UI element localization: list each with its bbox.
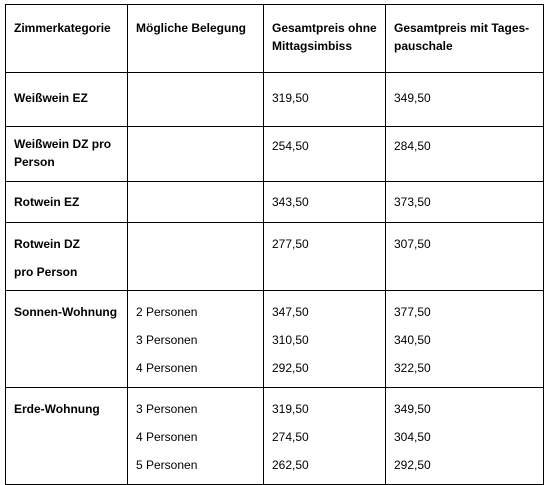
- price-without-cell: 319,50: [264, 73, 386, 127]
- price-value: 262,50: [272, 458, 309, 472]
- category-cell: Weißwein DZ pro Person: [6, 127, 128, 182]
- header-preis-mit: Gesamtpreis mit Tages-pauschale: [386, 5, 544, 73]
- header-row: [6, 5, 544, 73]
- table-row: [6, 223, 544, 291]
- price-value: 340,50: [394, 333, 431, 347]
- price-table: [5, 4, 544, 485]
- price-with-cell: 349,50: [386, 73, 544, 127]
- table-row: [6, 73, 544, 127]
- header-preis-ohne: Gesamtpreis ohne Mittagsimbiss: [264, 5, 386, 73]
- price-value: 310,50: [272, 333, 309, 347]
- category-cell: Rotwein EZ: [6, 182, 128, 223]
- occupancy-cell: [128, 127, 264, 182]
- price-without-cell: 343,50: [264, 182, 386, 223]
- occupancy-cell: [128, 291, 264, 388]
- price-without-cell: [264, 291, 386, 388]
- price-with-cell: 307,50: [386, 223, 544, 291]
- price-value: 377,50: [394, 305, 431, 319]
- price-value: 319,50: [272, 402, 309, 416]
- occupancy-cell: [128, 73, 264, 127]
- category-cell: Erde-Wohnung: [6, 388, 128, 485]
- header-belegung: Mögliche Belegung: [128, 5, 264, 73]
- table-row: [6, 182, 544, 223]
- price-with-cell: 373,50: [386, 182, 544, 223]
- occupancy-value: 3 Personen: [136, 333, 198, 347]
- occupancy-value: 3 Personen: [136, 402, 198, 416]
- occupancy-cell: [128, 388, 264, 485]
- occupancy-cell: [128, 182, 264, 223]
- table-row: [6, 388, 544, 485]
- header-zimmerkategorie: Zimmerkategorie: [6, 5, 128, 73]
- price-without-cell: 254,50: [264, 127, 386, 182]
- category-line: pro Person: [14, 265, 78, 279]
- price-value: 349,50: [394, 402, 431, 416]
- occupancy-value: 5 Personen: [136, 458, 198, 472]
- category-cell: Sonnen-Wohnung: [6, 291, 128, 388]
- category-cell: Weißwein EZ: [6, 73, 128, 127]
- occupancy-value: 4 Personen: [136, 430, 198, 444]
- price-without-cell: [264, 388, 386, 485]
- price-value: 292,50: [394, 458, 431, 472]
- table-row: [6, 127, 544, 182]
- occupancy-value: 2 Personen: [136, 305, 198, 319]
- price-with-cell: [386, 291, 544, 388]
- price-without-cell: 277,50: [264, 223, 386, 291]
- price-value: 304,50: [394, 430, 431, 444]
- price-value: 292,50: [272, 361, 309, 375]
- price-value: 347,50: [272, 305, 309, 319]
- price-value: 274,50: [272, 430, 309, 444]
- category-cell: [6, 223, 128, 291]
- category-line: Rotwein DZ: [14, 237, 80, 251]
- price-value: 322,50: [394, 361, 431, 375]
- occupancy-cell: [128, 223, 264, 291]
- price-with-cell: 284,50: [386, 127, 544, 182]
- price-with-cell: [386, 388, 544, 485]
- table-row: [6, 291, 544, 388]
- occupancy-value: 4 Personen: [136, 361, 198, 375]
